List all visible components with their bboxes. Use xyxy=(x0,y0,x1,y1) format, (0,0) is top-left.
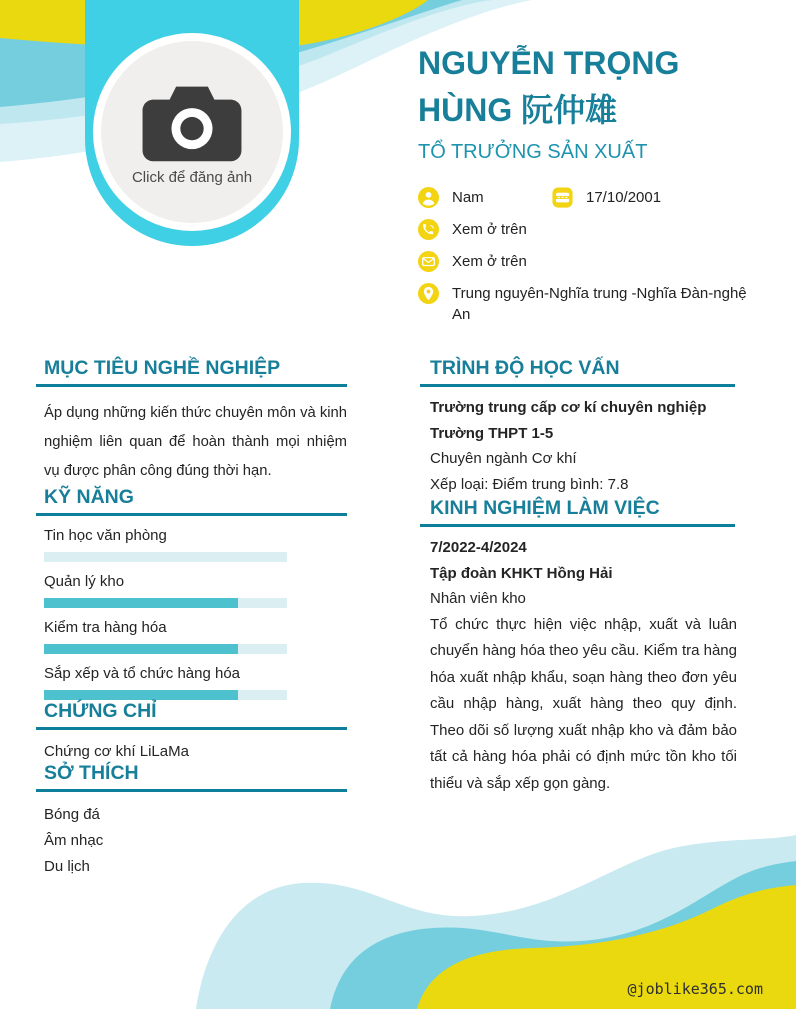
skill-bar xyxy=(44,598,287,608)
right-column xyxy=(420,357,737,797)
header xyxy=(418,40,764,164)
section-divider xyxy=(36,384,347,387)
mail-icon xyxy=(418,251,439,272)
skill-label: Sắp xếp và tổ chức hàng hóa xyxy=(44,665,241,682)
camera-icon xyxy=(139,81,245,165)
education-grade: Xếp loại: Điểm trung bình: 7.8 xyxy=(430,475,629,493)
contact-info xyxy=(418,187,774,336)
dob-value: 17/10/2001 xyxy=(586,189,662,206)
skills-heading: KỸ NĂNG xyxy=(44,486,134,508)
section-divider xyxy=(36,789,347,792)
education-school: Trường THPT 1-5 xyxy=(430,424,554,442)
hobby-item: Du lịch xyxy=(44,858,90,875)
skill-bar xyxy=(44,644,287,654)
photo-badge xyxy=(85,0,299,246)
email-value: Xem ở trên xyxy=(452,253,527,270)
skill-item xyxy=(44,526,347,562)
photo-upload-area[interactable] xyxy=(93,33,291,231)
site-watermark: @joblike365.com xyxy=(627,980,763,998)
section-divider xyxy=(36,727,347,730)
section-experience xyxy=(420,497,737,797)
skill-bar xyxy=(44,690,287,700)
section-education xyxy=(420,357,737,497)
skill-bar-fill xyxy=(44,644,238,654)
section-divider xyxy=(36,513,347,516)
calendar-icon xyxy=(552,187,573,208)
section-certificates xyxy=(36,700,347,762)
experience-role: Nhân viên kho xyxy=(430,590,526,607)
section-divider xyxy=(420,384,735,387)
skill-item xyxy=(44,618,347,654)
hobby-item: Bóng đá xyxy=(44,806,100,823)
location-icon xyxy=(418,283,439,304)
contact-row-phone xyxy=(418,219,774,240)
address-value: Trung nguyên-Nghĩa trung -Nghĩa Đàn-nghệ An xyxy=(452,285,747,323)
skill-bar-fill xyxy=(44,690,238,700)
gender-value: Nam xyxy=(452,189,484,206)
certificate-item: Chứng cơ khí LiLaMa xyxy=(44,743,189,760)
section-skills xyxy=(36,486,347,700)
candidate-name: NGUYỄN TRỌNG HÙNG 阮仲雄 xyxy=(418,45,680,128)
certificates-heading: CHỨNG CHỈ xyxy=(44,700,157,722)
skill-bar-fill xyxy=(44,598,238,608)
skill-label: Quản lý kho xyxy=(44,573,125,590)
objective-heading: MỤC TIÊU NGHỀ NGHIỆP xyxy=(44,357,281,379)
skill-item xyxy=(44,572,347,608)
section-objective xyxy=(36,357,347,486)
left-column xyxy=(36,357,347,880)
experience-period: 7/2022-4/2024 xyxy=(430,539,527,556)
objective-text: Áp dụng những kiến thức chuyên môn và kinh nghiệm liên quan để hoàn thành mọi nhiệm vụ được phân công đúng thời hạn. xyxy=(44,405,347,479)
experience-company: Tập đoàn KHKT Hồng Hải xyxy=(430,564,613,582)
education-major: Chuyên ngành Cơ khí xyxy=(430,450,577,467)
contact-row-email xyxy=(418,251,774,272)
skill-bar xyxy=(44,552,287,562)
photo-upload-caption: Click để đăng ảnh xyxy=(131,169,253,186)
hobbies-heading: SỞ THÍCH xyxy=(44,762,139,784)
phone-icon xyxy=(418,219,439,240)
contact-row-gender-dob xyxy=(418,187,774,208)
person-icon xyxy=(418,187,439,208)
education-school: Trường trung cấp cơ kí chuyên nghiệp xyxy=(430,399,707,416)
section-divider xyxy=(420,524,735,527)
skill-item xyxy=(44,664,347,700)
section-hobbies xyxy=(36,762,347,880)
hobby-item: Âm nhạc xyxy=(44,832,104,849)
education-heading: TRÌNH ĐỘ HỌC VẤN xyxy=(430,357,620,379)
experience-heading: KINH NGHIỆM LÀM VIỆC xyxy=(430,497,660,519)
job-title: TỔ TRƯỞNG SẢN XUẤT xyxy=(418,141,648,163)
phone-value: Xem ở trên xyxy=(452,221,527,238)
skill-label: Kiểm tra hàng hóa xyxy=(44,619,167,636)
contact-row-address xyxy=(418,283,774,325)
skill-label: Tin học văn phòng xyxy=(44,527,167,544)
experience-description: Tổ chức thực hiện việc nhập, xuất và luân chuyển hàng hóa theo yêu cầu. Kiểm tra hàng hóa xuất nhập khẩu, soạn hàng theo đơn yêu cầu nhập hàng, xuất hàng theo quy định. Theo dõi số lượng xuất nhập kho và đảm bảo tất cả hàng hóa phải có định mức tồn kho tối thiểu và sắp xếp gọn gàng. xyxy=(430,615,737,792)
